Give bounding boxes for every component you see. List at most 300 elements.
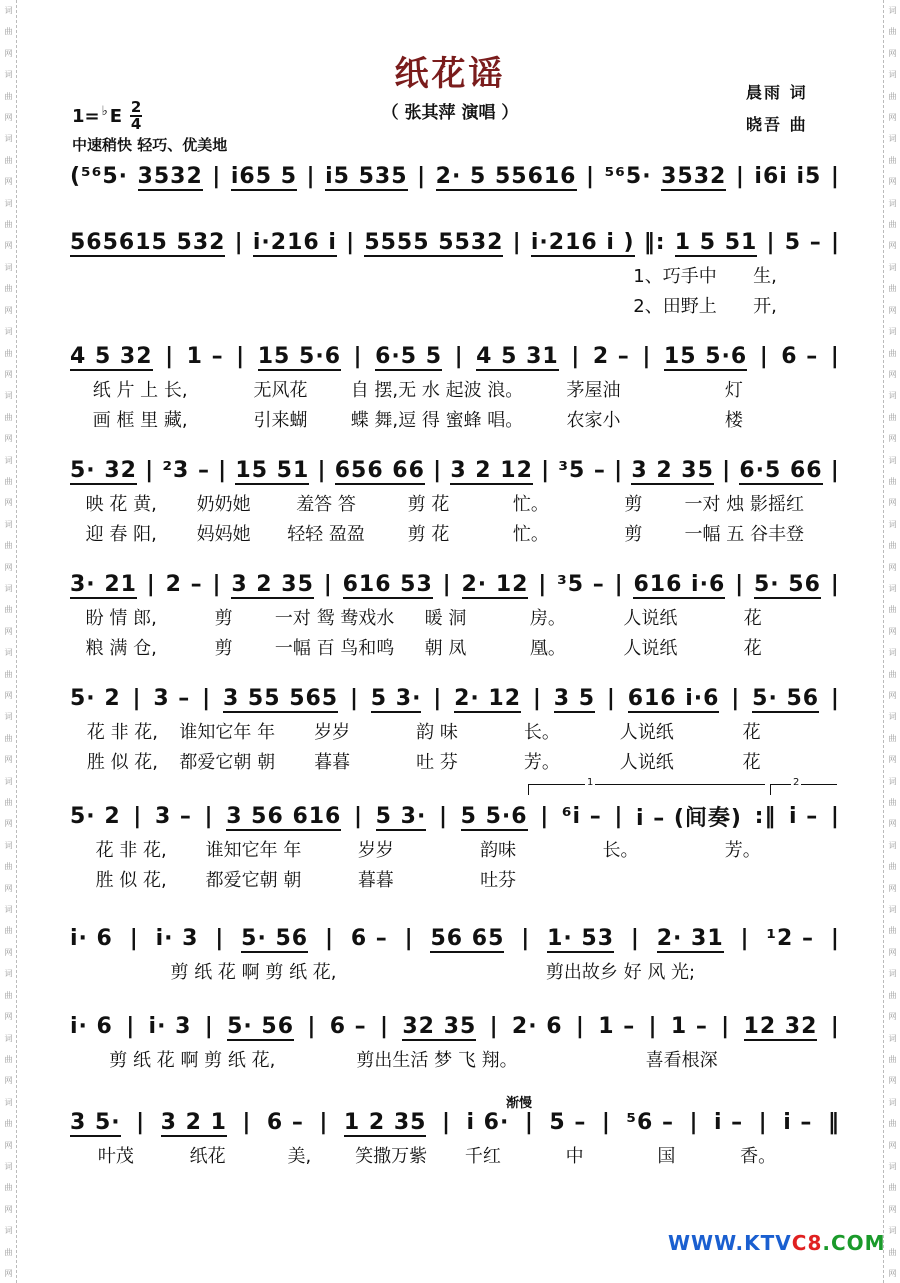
lyric-phrase: 蝶 舞,逗 得 蜜蜂 唱。 [350,410,524,431]
margin-char: 网 [4,562,13,571]
watermark-www: WWW. [668,1231,745,1255]
watermark-brand-a: KTV [744,1231,792,1255]
barline: | [306,163,316,189]
notation-line [70,800,840,834]
barline: | [758,1109,768,1135]
margin-char: 网 [888,48,897,57]
lyric-line [70,374,840,404]
barline: | [721,1013,731,1039]
margin-char: 词 [888,391,897,400]
barline: | [353,343,363,369]
lyric-phrase: 暮暮 [357,870,394,891]
margin-char: 曲 [4,1183,13,1192]
margin-char: 网 [4,48,13,57]
margin-char: 词 [4,583,13,592]
score-system [70,454,840,548]
lyric-line [70,746,840,776]
margin-char: 曲 [888,1054,897,1063]
note-group: 1 5 51 [674,229,758,255]
margin-char: 词 [888,262,897,271]
barline: | [532,685,542,711]
notation-line [70,568,840,602]
barline: | [521,925,531,951]
barline: | [512,229,522,255]
margin-char: 网 [888,369,897,378]
margin-char: 网 [888,691,897,699]
lyric-phrase: 韵 味 [416,722,458,743]
lyric-phrase: 芳。 [523,752,560,773]
lyric-phrase: 盼 情 郎, [85,608,157,629]
margin-char: 曲 [888,1183,897,1192]
lyric-phrase: 剪 纸 花 啊 剪 纸 花, [170,962,337,983]
margin-char: 词 [4,1033,13,1042]
barline: | [324,925,334,951]
note-group: 4 5 32 [70,343,153,369]
margin-char: 曲 [888,669,897,678]
lyric-phrase: 纸 片 上 长, [92,380,188,401]
note-group: i5 535 [325,163,408,189]
margin-char: 曲 [4,862,13,871]
margin-char: 网 [4,498,13,507]
margin-char: 词 [4,905,13,914]
lyric-phrase: 都爱它朝 朝 [205,870,302,891]
note-group: 3 5 [553,685,596,711]
lyric-line [70,488,840,518]
score-system [70,682,840,776]
barline: | [215,925,225,951]
note-group: 3 5· [70,1109,121,1135]
lyric-line [70,290,840,320]
song-title: 纸花谣 [394,54,506,94]
margin-char: 词 [4,391,13,400]
note-group: 15 5·6 [663,343,748,369]
note-group: 15 51 [235,457,310,483]
note-group: 3 2 35 [231,571,314,597]
lyric-phrase: 吐 芬 [416,752,458,773]
note-group: 5· 56 [753,571,821,597]
margin-char: 词 [888,969,897,978]
margin-char: 网 [888,1268,897,1277]
barline: | [614,571,624,597]
margin-char: 网 [4,113,13,122]
margin-char: 词 [4,198,13,207]
margin-char: 网 [4,241,13,250]
note-group: 616 i·6 [627,685,720,711]
note-group: (⁵⁶5· [70,163,128,189]
margin-char: 网 [4,691,13,699]
barline: | [830,685,840,711]
score-system [70,922,840,986]
margin-char: 曲 [888,155,897,164]
lyric-phrase: 花 [742,722,761,743]
note-group: 3 – [154,803,192,829]
barline: | [307,1013,317,1039]
note-group: 1 – [186,343,224,369]
margin-char: 词 [888,1033,897,1042]
barline: | [722,457,732,483]
note-group: 3 2 1 [160,1109,227,1135]
barline: ‖: [643,229,666,255]
lyric-phrase: 灯 [724,380,743,401]
barline: | [404,925,414,951]
margin-char: 网 [4,626,13,635]
note-group: 2· 6 [511,1013,563,1039]
margin-char: 词 [888,840,897,849]
barline: | [319,1109,329,1135]
margin-char: 网 [888,1204,897,1213]
lyric-phrase: 叶茂 [97,1146,134,1167]
note-group: i· 3 [148,1013,192,1039]
barline: | [212,571,222,597]
barline: | [136,1109,146,1135]
lyric-phrase: 国 [657,1146,676,1167]
margin-char: 词 [888,905,897,914]
margin-char: 网 [888,241,897,250]
note-group: 5555 5532 [364,229,504,255]
margin-char: 词 [4,327,13,336]
margin-char: 曲 [888,1247,897,1256]
margin-char: 网 [888,434,897,443]
margin-char: 网 [888,755,897,764]
lyric-phrase: 吐芬 [480,870,517,891]
composer-credit: 晓吾 曲 [746,115,808,134]
note-group: ⁵⁶5· [604,163,652,189]
margin-char: 曲 [888,733,897,742]
margin-char: 网 [888,113,897,122]
key-prefix: 1= [72,105,100,127]
lyric-phrase: 1、巧手中 [633,266,717,287]
lyric-phrase: 一对 烛 影摇红 [684,494,804,515]
time-top: 2 [130,98,142,116]
note-group: 3· 21 [70,571,137,597]
margin-char: 曲 [4,284,13,293]
score-system [70,800,840,894]
lyric-phrase: 茅屋油 [566,380,621,401]
note-group: i·216 i ) [530,229,635,255]
barline: | [541,457,551,483]
watermark-dotcom: .COM [822,1231,886,1255]
lyric-phrase: 迎 春 阳, [85,524,157,545]
barline: | [689,1109,699,1135]
barline: | [830,343,840,369]
barline: | [218,457,228,483]
margin-char: 词 [888,583,897,592]
notation-line [70,922,840,956]
lyric-phrase: 楼 [724,410,743,431]
margin-char: 曲 [888,926,897,935]
lyric-phrase: 花 [742,752,761,773]
margin-char: 网 [4,305,13,314]
margin-char: 曲 [4,605,13,614]
note-group: 15 5·6 [257,343,341,369]
margin-char: 网 [4,1268,13,1277]
margin-char: 曲 [4,1247,13,1256]
margin-char: 词 [888,1097,897,1106]
margin-char: 曲 [888,1119,897,1128]
note-group: 3 2 35 [631,457,714,483]
note-group: i· 6 [70,925,113,951]
lyric-phrase: 剪 花 [407,494,450,515]
barline: | [740,925,750,951]
lyric-line [70,1044,840,1074]
barline: | [212,163,222,189]
margin-char: 网 [4,947,13,956]
lyric-phrase: 房。 [529,608,566,629]
lyric-phrase: 画 框 里 藏, [92,410,188,431]
margin-char: 词 [4,712,13,721]
margin-char: 曲 [4,348,13,357]
lyric-phrase: 笑撒万紫 [355,1146,428,1167]
barline: | [586,163,596,189]
key-note: E [109,105,123,127]
lyric-line [70,602,840,632]
note-group: 5· 56 [752,685,820,711]
notation-line [70,160,840,194]
lyric-phrase: 奶奶她 [196,494,251,515]
margin-char: 词 [4,1097,13,1106]
note-group: 5 3· [370,685,422,711]
note-group: 2· 5 55616 [435,163,577,189]
lyric-phrase: 开, [753,296,777,317]
note-group: i65 5 [230,163,297,189]
lyric-phrase: 一幅 五 谷丰登 [684,524,804,545]
margin-char: 网 [888,562,897,571]
margin-char: 词 [888,648,897,657]
note-group: 2 – [592,343,630,369]
lyric-phrase: 羞答 答 [296,494,356,515]
margin-char: 曲 [4,798,13,807]
margin-char: 词 [4,262,13,271]
barline: | [354,803,364,829]
score-system [70,1010,840,1074]
lyric-phrase: 暮暮 [314,752,351,773]
note-group: 5 3· [375,803,427,829]
notation-line [70,454,840,488]
margin-char: 曲 [4,1119,13,1128]
lyric-phrase: 胜 似 花, [95,870,167,891]
note-group: 6 – [329,1013,367,1039]
margin-char: 网 [4,883,13,892]
barline: | [433,457,443,483]
barline: | [614,803,624,829]
note-group: 6 – [350,925,388,951]
lyric-phrase: 芳。 [724,840,761,861]
lyric-phrase: 人说纸 [623,638,678,659]
lyric-line [70,864,840,894]
margin-char: 网 [888,498,897,507]
note-group: 6 – [266,1109,304,1135]
lyric-phrase: 自 摆,无 水 起波 浪。 [350,380,524,401]
margin-char: 网 [888,819,897,828]
lyric-phrase: 一幅 百 鸟和鸣 [274,638,395,659]
margin-char: 词 [4,70,13,79]
margin-char: 网 [888,1012,897,1021]
note-group: 6·5 5 [375,343,443,369]
barline: | [323,571,333,597]
barline: | [442,571,452,597]
time-signature [130,100,142,132]
notation-line [70,682,840,716]
lyric-phrase: 忙。 [512,494,549,515]
note-group: 3532 [661,163,727,189]
note-group: 3 – [153,685,191,711]
lyric-phrase: 粮 满 仓, [85,638,157,659]
score-system [70,226,840,320]
note-group: 5 5·6 [460,803,528,829]
note-group: 656 66 [334,457,425,483]
note-group: 32 35 [402,1013,477,1039]
barline: | [204,1013,214,1039]
note-group: 565615 532 [70,229,226,255]
barline: | [236,343,246,369]
lyric-phrase: 香。 [740,1146,777,1167]
note-group: i – [713,1109,744,1135]
margin-char: 网 [888,883,897,892]
lyric-phrase: 忙。 [512,524,549,545]
margin-char: 词 [4,6,13,14]
note-group: i – [789,803,819,829]
ritardando-marking: 渐慢 [506,1096,533,1111]
margin-char: 词 [4,455,13,464]
note-group: 5· 2 [70,803,121,829]
lyric-phrase: 无风花 [253,380,308,401]
flat-sign: ♭ [101,103,108,119]
margin-char: 词 [888,712,897,721]
margin-char: 曲 [888,27,897,36]
score-system [70,568,840,662]
barline: | [630,925,640,951]
note-group: 3 55 565 [222,685,339,711]
margin-char: 曲 [888,220,897,229]
barline: | [830,1013,840,1039]
barline: | [380,1013,390,1039]
lyric-phrase: 剪 [214,608,233,629]
margin-char: 词 [4,1161,13,1170]
margin-char: 词 [4,1226,13,1235]
barline: | [766,229,776,255]
barline: | [606,685,616,711]
lyric-line [70,260,840,290]
note-group: 5· 32 [70,457,137,483]
margin-char: 曲 [888,862,897,871]
margin-char: 曲 [888,476,897,485]
note-group: 1 – [598,1013,636,1039]
time-bottom: 4 [130,115,142,133]
note-group: 2· 12 [461,571,529,597]
lyric-phrase: 花 [743,638,762,659]
barline: | [830,229,840,255]
lyric-phrase: 长。 [602,840,639,861]
barline: | [204,803,214,829]
margin-char: 词 [888,70,897,79]
barline: | [132,685,142,711]
margin-char: 网 [888,1076,897,1085]
lyric-phrase: 妈妈她 [196,524,251,545]
key-signature [72,100,142,132]
margin-char: 网 [4,1140,13,1149]
margin-char: 曲 [888,412,897,421]
barline: | [731,685,741,711]
barline: | [735,571,745,597]
margin-char: 网 [888,305,897,314]
margin-char: 词 [888,455,897,464]
barline: | [133,803,143,829]
lyric-phrase: 人说纸 [623,608,678,629]
lyric-phrase: 千红 [464,1146,501,1167]
lyric-phrase: 剪 [624,524,643,545]
lyric-phrase: 引来蝴 [253,410,308,431]
lyric-phrase: 剪出生活 梦 飞 翔。 [356,1050,518,1071]
margin-char: 曲 [4,476,13,485]
tempo-marking: 中速稍快 轻巧、优美地 [72,136,228,154]
lyric-phrase: 中 [565,1146,584,1167]
singer-credit: （ 张其萍 演唱 ） [381,103,519,123]
lyric-phrase: 生, [753,266,777,287]
note-group: ¹2 – [766,925,814,951]
notation-line [70,1010,840,1044]
lyric-phrase: 谁知它年 年 [205,840,302,861]
lyric-phrase: 都爱它朝 朝 [179,752,276,773]
barline: | [735,163,745,189]
barline: | [575,1013,585,1039]
barline: | [234,229,244,255]
margin-char: 网 [4,1012,13,1021]
barline: | [126,1013,136,1039]
lyric-line [70,632,840,662]
margin-char: 网 [888,626,897,635]
lyric-phrase: 韵味 [480,840,517,861]
lyric-phrase: 凰。 [529,638,566,659]
lyric-phrase: 岁岁 [314,722,351,743]
note-group: 5· 2 [70,685,121,711]
barline: | [489,1013,499,1039]
lyric-phrase: 映 花 黄, [85,494,157,515]
margin-char: 曲 [4,541,13,550]
margin-char: 网 [4,1076,13,1085]
margin-char: 曲 [4,27,13,36]
note-group: 5· 56 [241,925,309,951]
margin-char: 曲 [888,605,897,614]
barline: | [417,163,427,189]
barline: | [830,925,840,951]
margin-char: 曲 [888,798,897,807]
lyric-phrase: 花 非 花, [86,722,159,743]
margin-char: 网 [4,1204,13,1213]
lyric-phrase: 岁岁 [357,840,394,861]
margin-char: 曲 [888,91,897,100]
second-ending-bracket: 2 [770,784,837,795]
margin-char: 网 [888,177,897,186]
lyric-phrase: 朝 凤 [424,638,467,659]
barline: | [538,571,548,597]
note-group: i – [783,1109,813,1135]
margin-char: 词 [888,6,897,14]
barline: | [648,1013,658,1039]
lyric-line [70,716,840,746]
lyric-phrase: 人说纸 [619,722,674,743]
note-group: 5· 56 [227,1013,295,1039]
margin-char: 曲 [4,220,13,229]
notation-line [70,340,840,374]
margin-char: 词 [4,969,13,978]
lyric-phrase: 剪出故乡 好 风 光; [545,962,696,983]
note-group: 1 2 35 [343,1109,427,1135]
barline: | [830,163,840,189]
watermark-brand-b: C8 [791,1231,823,1255]
score-system [70,340,840,434]
note-group: 3 2 12 [450,457,533,483]
barline: | [571,343,581,369]
